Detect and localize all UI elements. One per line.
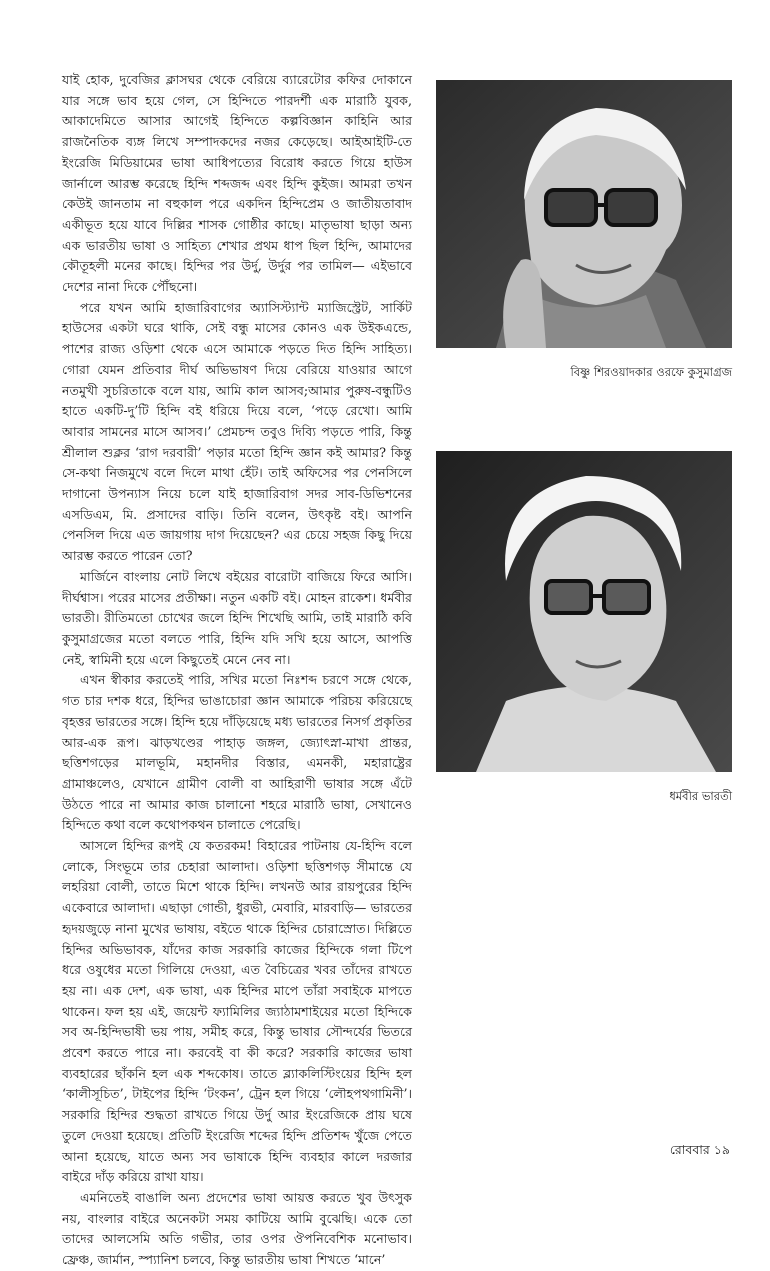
article-paragraph: এখন স্বীকার করতেই পারি, সখির মতো নিঃশব্দ চরণে সঙ্গে থেকে, গত চার দশক ধরে, হিন্দির ভাঙাচোরা জ্ঞান আমাকে পরিচয় করিয়েছে বৃহত্তর ভারতের সঙ্গে। হিন্দি হয়ে দাঁড়িয়েছে মধ্য ভারতের নিসর্গ প্রকৃতির আর-এক রূপ। ঝাড়খণ্ডের পাহাড় জঙ্গল, জ্যোৎস্না-মাখা প্রান্তর, ছত্তিশগড়ের মালভূমি, মহানদীর বিস্তার, এমনকী, মহারাষ্ট্রের গ্রামাঞ্চলেও, যেখানে গ্রামীণ বোলী বা আহিরাণী ভাষার সঙ্গে এঁটে উঠতে পারে না আমার কাজ চালানো শহরে মারাঠি ভাষা, সেখানেও হিন্দিতে কথা বলে কথোপকথন চালাতে পেরেছি। bbox=[62, 672, 412, 833]
portrait-photo-dharamvir-bharati bbox=[436, 451, 732, 772]
article-paragraph: যাই হোক, দুবেজির ক্লাসঘর থেকে বেরিয়ে ব্যারেটোর কফির দোকানে যার সঙ্গে ভাব হয়ে গেল, সে হিন্দিতে পারদর্শী এক মারাঠি যুবক, আকাদেমিতে আসার আগেই হিন্দিতে কল্পবিজ্ঞান কাহিনি আর রাজনৈতিক ব্যঙ্গ লিখে সম্পাদকদের নজর কেড়েছে। আইআইটি-তে ইংরেজি মিডিয়ামের ভাষা আধিপত্যের বিরোধ করতে গিয়ে হাউস জার্নালে আরম্ভ করেছে হিন্দি শব্দজব্দ এবং হিন্দি কুইজ। আমরা তখন কেউই জানতাম না বহুকাল পরে একদিন হিন্দিপ্রেম ও জাতীয়তাবাদ একীভূত হয়ে যাবে দিল্লির শাসক গোষ্ঠীর কাছে। মাতৃভাষা ছাড়া অন্য এক ভারতীয় ভাষা ও সাহিত্য শেখার প্রথম ধাপ ছিল হিন্দি, আমাদের কৌতূহলী মনের কাছে। হিন্দির পর উর্দু, উর্দুর পর তামিল— এইভাবে দেশের নানা দিকে পৌঁছনো। bbox=[62, 72, 412, 295]
portrait-photo-kusumagraj bbox=[436, 80, 732, 348]
page-number: রোববার ১৯ bbox=[669, 1142, 730, 1157]
portrait-illustration bbox=[436, 80, 732, 348]
article-body bbox=[62, 70, 412, 1271]
article-paragraph: আসলে হিন্দির রূপই যে কতরকম! বিহারের পাটনায় যে-হিন্দি বলে লোকে, সিংভূমে তার চেহারা আলাদা। ওড়িশা ছত্তিশগড় সীমান্তে যে লহরিয়া বোলী, তাতে মিশে থাকে হিন্দি। লখনউ আর রায়পুরের হিন্দি একেবারে আলাদা। এছাড়া গোন্ডী, ধুরভী, মেবারি, মারবাড়ি— ভারতের হৃদয়জুড়ে নানা মুখের ভাষায়, বইতে থাকে হিন্দির চোরাস্রোত। দিল্লিতে হিন্দির অভিভাবক, যাঁদের কাজ সরকারি কাজের হিন্দিকে গলা টিপে ধরে ওষুধের মতো গিলিয়ে দেওয়া, এত বৈচিত্রের খবর তাঁদের রাখতে হয় না। এক দেশ, এক ভাষা, এক হিন্দির মাপে তাঁরা সবাইকে মাপতে থাকেন। ফল হয় এই, জয়েন্ট ফ্যামিলির জ্যাঠামশাইয়ের মতো হিন্দিকে সব অ-হিন্দিভাষী ভয় পায়, সমীহ করে, কিন্তু ভাষার সৌন্দর্যের ভিতরে প্রবেশ করতে পারে না। করবেই বা কী করে? সরকারি কাজের ভাষা ব্যবহারের ছাঁকনি হল এক শব্দকোষ। তাতে ব্ল্যাকলিস্টিংয়ের হিন্দি হল ‘কালীসূচিত’, টাইপের হিন্দি ‘টংকন’, ট্রেন হল গিয়ে ‘লৌহপথগামিনী’। সরকারি হিন্দির শুদ্ধতা রাখতে গিয়ে উর্দু আর ইংরেজিকে প্রায় ঘষে তুলে দেওয়া হয়েছে। প্রতিটি ইংরেজি শব্দের হিন্দি প্রতিশব্দ খুঁজে পেতে আনা হয়েছে, যাতে অন্য সব ভাষাকে হিন্দি ব্যবহার কালে দরজার বাইরে দাঁড় করিয়ে রাখা যায়। bbox=[62, 838, 412, 1185]
article-paragraph: এমনিতেই বাঙালি অন্য প্রদেশের ভাষা আয়ত্ত করতে খুব উৎসুক নয়, বাংলার বাইরে অনেকটা সময় কাটিয়ে আমি বুঝেছি। একে তো তাদের আলসেমি অতি গভীর, তার ওপর ঔপনিবেশিক মনোভাব। ফ্রেঞ্চ, জার্মান, স্প্যানিশ চলবে, কিন্তু ভারতীয় ভাষা শিখতে ‘মানে’ bbox=[62, 1189, 412, 1268]
photo-caption: ধর্মবীর ভারতী bbox=[669, 789, 732, 803]
portrait-illustration bbox=[436, 451, 732, 772]
photo-caption: বিষ্ণু শিরওয়াদকার ওরফে কুসুমাগ্রজ bbox=[570, 365, 732, 379]
article-paragraph: পরে যখন আমি হাজারিবাগের অ্যাসিস্ট্যান্ট ম্যাজিস্ট্রেট, সার্কিট হাউসের একটা ঘরে থাকি, সেই বন্ধু মাসের কোনও এক উইকএন্ডে, পাশের রাজ্য ওড়িশা থেকে এসে আমাকে পড়তে দিত হিন্দি সাহিত্য। গোরা যেমন প্রতিবার দীর্ঘ অভিভাষণ দিয়ে বেরিয়ে যাওয়ার আগে নতমুখী সুচরিতাকে বলে যায়, আমি কাল আসব;আমার পুরুষ-বন্ধুটিও হাতে একটি-দু’টি হিন্দি বই ধরিয়ে দিয়ে বলে, ‘পড়ে রেখো। আমি আবার সামনের মাসে আসব।’ প্রেমচন্দ তবুও দিব্যি পড়তে পারি, কিন্তু শ্রীলাল শুক্লর ‘রাগ দরবারী’ পড়ার মতো হিন্দি জ্ঞান কই আমার? কিন্তু সে-কথা নিজমুখে বলে দিলে মাথা হেঁট। তাই অফিসের পর পেনসিলে দাগানো উপন্যাস নিয়ে চলে যাই হাজারিবাগ সদর সাব-ডিভিশনের এসডিএম, মি. প্রসাদের বাড়ি। তিনি বলেন, উৎকৃষ্ট বই। আপনি পেনসিল দিয়ে এত জায়গায় দাগ দিয়েছেন? এর চেয়ে সহজ কিছু দিয়ে আরম্ভ করতে পারেন তো? bbox=[62, 299, 412, 564]
article-paragraph: মার্জিনে বাংলায় নোট লিখে বইয়ের বারোটা বাজিয়ে ফিরে আসি। দীর্ঘশ্বাস। পরের মাসের প্রতীক্ষা। নতুন একটি বই। মোহন রাকেশ। ধর্মবীর ভারতী। রীতিমতো চোখের জলে হিন্দি শিখেছি আমি, তাই মারাঠি কবি কুসুমাগ্রজের মতো বলতে পারি, হিন্দি যদি সখি হয়ে আসে, আপত্তি নেই, স্বামিনী হয়ে এলে কিছুতেই মেনে নেব না। bbox=[62, 568, 412, 667]
